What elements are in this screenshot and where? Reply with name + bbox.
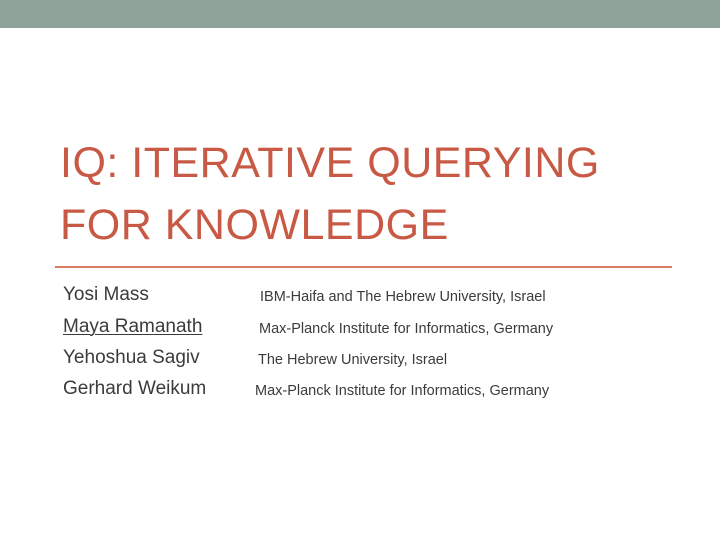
author-name: Yehoshua Sagiv xyxy=(63,347,200,368)
author-affiliation: The Hebrew University, Israel xyxy=(258,352,448,368)
author-row-maya-ramanath xyxy=(63,315,683,345)
author-affiliation: IBM-Haifa and The Hebrew University, Israel xyxy=(260,289,546,305)
author-name: Yosi Mass xyxy=(63,284,149,305)
author-name: Gerhard Weikum xyxy=(63,378,207,399)
author-row-gerhard-weikum xyxy=(63,377,683,407)
author-affiliation: Max-Planck Institute for Informatics, Germany xyxy=(259,321,554,337)
author-name-presenter: Maya Ramanath xyxy=(63,316,203,337)
top-banner xyxy=(0,0,720,28)
slide-title xyxy=(60,132,670,256)
title-divider xyxy=(55,266,672,268)
slide-title-line-1: IQ: ITERATIVE QUERYING xyxy=(60,139,600,187)
slide-title-line-2: FOR KNOWLEDGE xyxy=(60,201,449,249)
author-row-yehoshua-sagiv xyxy=(63,346,683,376)
author-row-yosi-mass xyxy=(63,283,683,313)
author-affiliation: Max-Planck Institute for Informatics, Germany xyxy=(255,383,550,399)
